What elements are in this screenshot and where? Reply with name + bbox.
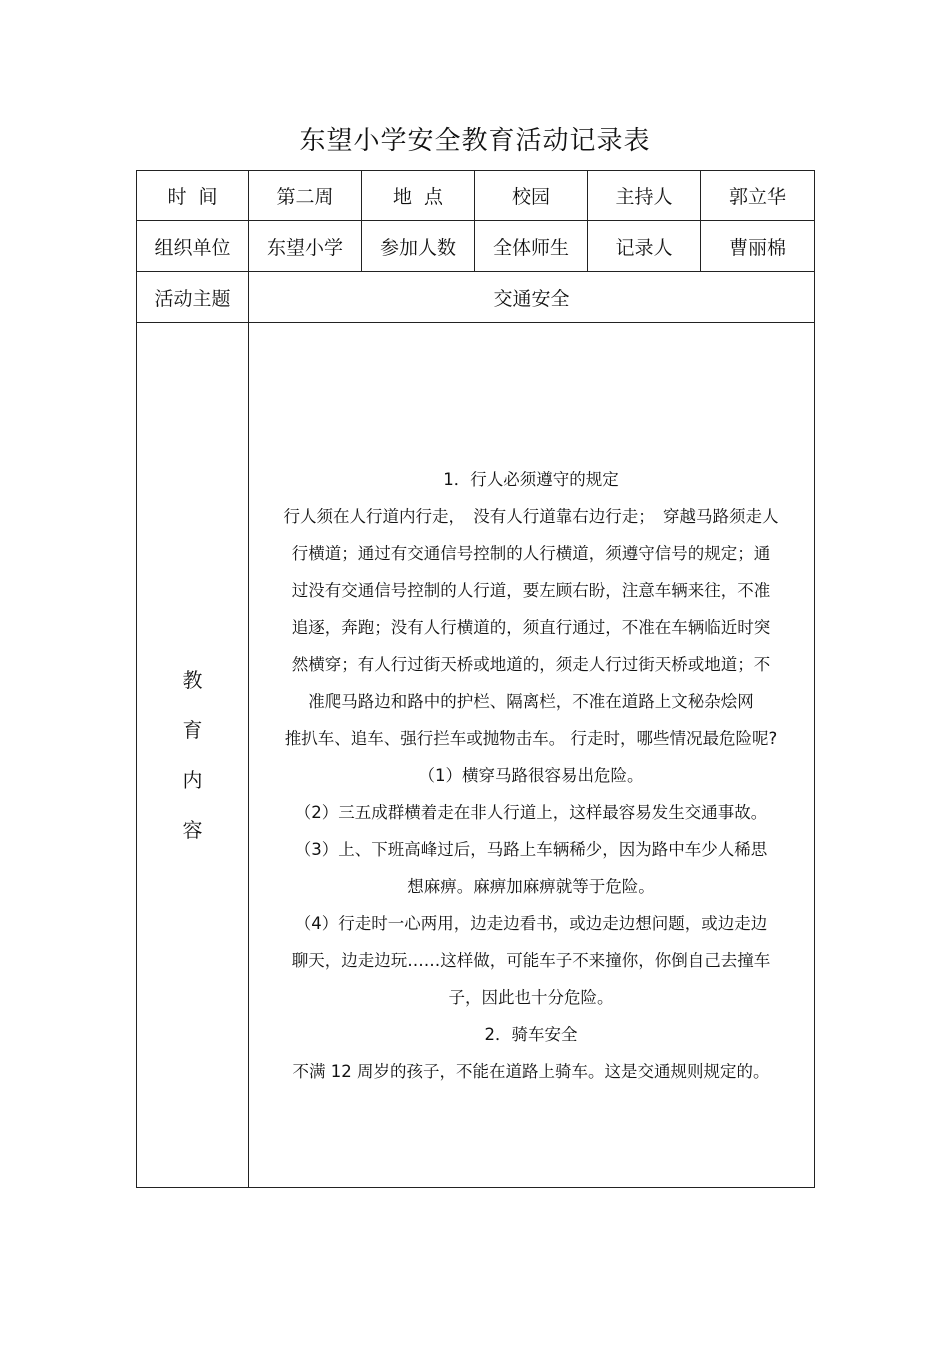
count-value: 全体师生 <box>475 221 588 272</box>
page-title: 东望小学安全教育活动记录表 <box>299 126 651 156</box>
time-value: 第二周 <box>249 171 362 221</box>
content-label <box>137 323 249 1188</box>
content-line: 1．行人必须遵守的规定 <box>443 469 619 489</box>
content-label-char: 教 <box>182 668 203 692</box>
content-line: 行横道；通过有交通信号控制的人行横道，须遵守信号的规定；通 <box>291 543 771 563</box>
recorder-label: 记录人 <box>588 221 701 272</box>
content-line: （1）横穿马路很容易出危险。 <box>418 765 644 785</box>
time-label: 时 间 <box>137 171 249 221</box>
org-label: 组织单位 <box>137 221 249 272</box>
content-label-char: 内 <box>182 768 203 792</box>
content-line: （2）三五成群横着走在非人行道上，这样最容易发生交通事故。 <box>294 802 768 822</box>
recorder-value: 曹丽棉 <box>701 221 815 272</box>
content-label-char: 育 <box>182 718 203 742</box>
content-line: 子，因此也十分危险。 <box>448 987 614 1007</box>
content-line: （3）上、下班高峰过后，马路上车辆稀少，因为路中车少人稀思 <box>294 839 768 859</box>
host-value: 郭立华 <box>701 171 815 221</box>
place-label: 地 点 <box>362 171 475 221</box>
content-line: （4）行走时一心两用，边走边看书，或边走边想问题，或边走边 <box>294 913 768 933</box>
content-line: 推扒车、追车、强行拦车或抛物击车。 行走时，哪些情况最危险呢? <box>284 728 778 748</box>
theme-value: 交通安全 <box>249 272 815 323</box>
org-value: 东望小学 <box>249 221 362 272</box>
content-line: 聊天，边走边玩……这样做，可能车子不来撞你，你倒自己去撞车 <box>291 950 771 970</box>
table-row <box>137 171 815 221</box>
host-label: 主持人 <box>588 171 701 221</box>
place-value: 校园 <box>475 171 588 221</box>
theme-label: 活动主题 <box>137 272 249 323</box>
count-label: 参加人数 <box>362 221 475 272</box>
activity-record-table <box>136 170 815 1188</box>
content-line: 不满 12 周岁的孩子，不能在道路上骑车。这是交通规则规定的。 <box>292 1061 770 1081</box>
content-line: 行人须在人行道内行走， 没有人行道靠右边行走； 穿越马路须走人 <box>283 506 779 526</box>
content-line: 准爬马路边和路中的护栏、隔离栏，不准在道路上文秘杂烩网 <box>308 691 754 711</box>
content-line: 过没有交通信号控制的人行道，要左顾右盼，注意车辆来往，不准 <box>291 580 771 600</box>
table-row <box>137 272 815 323</box>
content-body <box>249 323 815 1188</box>
content-label-char: 容 <box>182 818 203 842</box>
content-line: 想麻痹。麻痹加麻痹就等于危险。 <box>407 876 655 896</box>
content-line: 2．骑车安全 <box>484 1024 578 1044</box>
content-line: 然横穿；有人行过街天桥或地道的，须走人行过街天桥或地道；不 <box>291 654 771 674</box>
table-row <box>137 323 815 1188</box>
content-line: 追逐，奔跑；没有人行横道的，须直行通过，不准在车辆临近时突 <box>291 617 771 637</box>
table-row <box>137 221 815 272</box>
